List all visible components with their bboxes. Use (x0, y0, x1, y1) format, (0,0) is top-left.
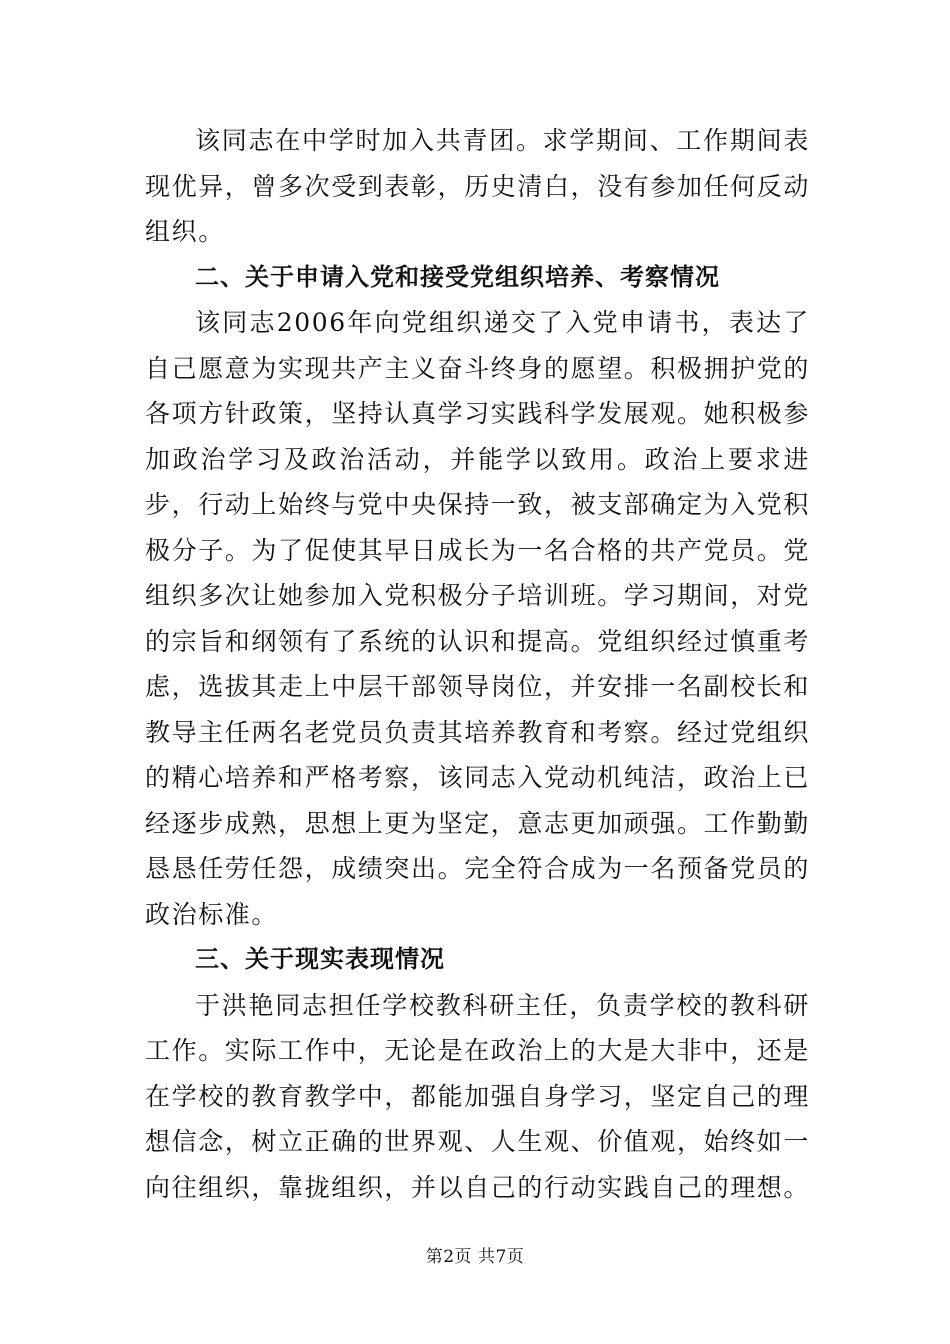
section-heading-three: 三、关于现实表现情况 (195, 945, 445, 973)
paragraph-background: 该同志在中学时加入共青团。求学期间、工作期间表现优异，曾多次受到表彰，历史清白，没有参加任何反动组织。 (145, 126, 811, 246)
document-body (145, 118, 810, 1210)
page-number-footer: 第2页 共7页 (425, 1247, 525, 1267)
paragraph-party-application: 该同志2006年向党组织递交了入党申请书，表达了自己愿意为实现共产主义奋斗终身的愿望。积极拥护党的各项方针政策，坚持认真学习实践科学发展观。她积极参加政治学习及政治活动，并能学以致用。政治上要求进步，行动上始终与党中央保持一致，被支部确定为入党积极分子。为了促使其早日成长为一名合格的共产党员。党组织多次让她参加入党积极分子培训班。学习期间，对党的宗旨和纲领有了系统的认识和提高。党组织经过慎重考虑，选拔其走上中层干部领导岗位，并安排一名副校长和教导主任两名老党员负责其培养教育和考察。经过党组织的精心培养和严格考察，该同志入党动机纯洁，政治上已经逐步成熟，思想上更为坚定，意志更加顽强。工作勤勤恳恳任劳任怨，成绩突出。完全符合成为一名预备党员的政治标准。 (145, 308, 811, 929)
paragraph-current-performance: 于洪艳同志担任学校教科研主任，负责学校的教科研工作。实际工作中，无论是在政治上的大是大非中，还是在学校的教育教学中，都能加强自身学习，坚定自己的理想信念，树立正确的世界观、人生观、价值观，始终如一向往组织，靠拢组织，并以自己的行动实践自己的理想。 (145, 990, 811, 1202)
section-heading-two: 二、关于申请入党和接受党组织培养、考察情况 (195, 262, 720, 291)
